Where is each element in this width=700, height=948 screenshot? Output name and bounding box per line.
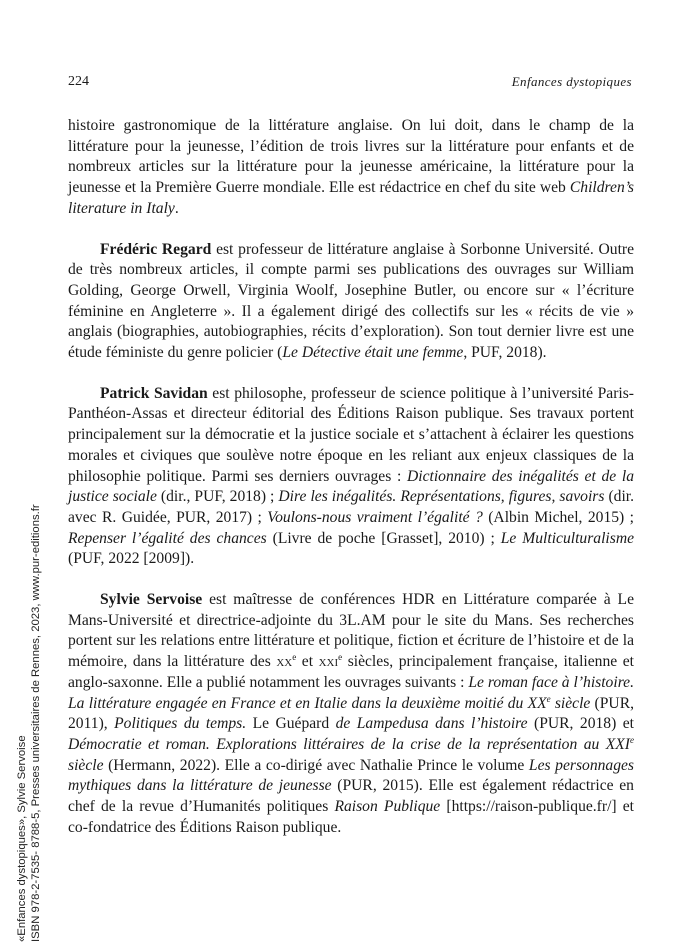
journal-title: Raison Publique [334, 798, 441, 816]
intro-paragraph [68, 116, 634, 220]
site-title: Children’s literature in Italy [68, 179, 634, 217]
book-title: Repenser l’égalité des chances [68, 529, 267, 547]
intro-text: histoire gastronomique de la littérature anglaise. On lui doit, dans le champ de la littérature pour la jeunesse, l’édition de trois livres sur la littérature pour enfants et de nombreux articles sur la littérature pour la jeunesse américaine, la littérature pour la jeunesse et la Première Guerre mondiale. Elle est rédactrice en chef du site web [68, 117, 634, 197]
intro-end: . [174, 199, 179, 217]
main-text [68, 116, 634, 839]
book-title: Le Détective était une femme [282, 344, 464, 362]
book-title: Le Multiculturalisme [500, 529, 634, 547]
author-name: Sylvie Servoise [100, 591, 203, 609]
margin-note-line-1: «Enfances dystopiques», Sylvie Servoise [16, 735, 28, 942]
book-title: Politiques du temps. [114, 715, 247, 733]
running-title: Enfances dystopiques [511, 74, 632, 89]
author-name: Patrick Savidan [100, 384, 208, 402]
book-title: Dire les inégalités. Représentations, figures, savoirs [278, 488, 605, 506]
book-title: Voulons-nous vraiment l’égalité ? [267, 508, 483, 526]
bio-patrick-savidan: Patrick Savidan est philosophe, professeur de science politique à l’université Paris-Panthéon-Assas et directeur éditorial des Éditions Raison publique. Ses travaux portent principalement sur la démocratie et la justice sociale et s’attachent à éclairer les questions morales et civiques que soulève notre époque en les reliant aux enjeux classiques de la philosophie politique. Parmi ses derniers ouvrages : Dictionnaire des inégalités et de la justice sociale (dir., PUF, 2018) ; Dire les inégalités. Représentations, figures, savoirs (dir. avec R. Guidée, PUR, 2017) ; Voulons-nous vraiment l’égalité ? (Albin Michel, 2015) ; Repenser l’égalité des chances (Livre de poche [Grasset], 2010) ; Le Multiculturalisme (PUF, 2022 [2009]). [68, 384, 635, 568]
bio-frederic-regard: Frédéric Regard est professeur de littérature anglaise à Sorbonne Université. Outre de très nombreux articles, il compte parmi ses publications des ouvrages sur William Golding, George Orwell, Virginia Woolf, Josephine Butler, ou encore sur « l’écriture féminine en Angleterre ». Il a également dirigé des collectifs sur les « récits de vie » anglais (biographies, autobiographies, récits d’exploration). Son tout dernier livre est une étude féministe du genre policier (Le Détective était une femme, PUF, 2018). [68, 240, 635, 362]
book-title: Le roman face à l’histoire. La littérature engagée en France et en Italie dans la deuxième moitié du XX [68, 673, 634, 712]
bio-sylvie-servoise: Sylvie Servoise est maîtresse de conférences HDR en Littérature comparée à Le Mans-Université et directrice-adjointe du 3L.AM pour le site du Mans. Ses recherches portent sur les relations entre littérature et politique, fiction et écriture de l’histoire et de la mémoire, dans la littérature des $xx^e$ et xxi$^e$ siècles, principalement française, italienne et anglo-saxonne. Elle a publié notamment les ouvrages suivants : Le roman face à l’histoire. La littérature engagée en France et en Italie dans la deuxième moitié du XXe siècle (PUR, 2011), Politiques du temps. Le Guépard de Lampedusa dans l’histoire (PUR, 2018) et Démocratie et roman. Explorations littéraires de la crise de la représentation au XXIe siècle (Hermann, 2022). Elle a co-dirigé avec Nathalie Prince le volume Les personnages mythiques dans la littérature de jeunesse (PUR, 2015). Elle est également rédactrice en chef de la revue d’Humanités politiques Raison Publique [https://raison-publique.fr/] et co-fondatrice des Éditions Raison publique. [68, 591, 635, 836]
margin-note-line-2: ISBN 978-2-7535- 8788-5, Presses universitaires de Rennes, 2023, www.pur-editions.fr [29, 504, 42, 942]
author-name: Frédéric Regard [100, 240, 212, 258]
book-title: de Lampedusa dans l’histoire [335, 715, 528, 733]
book-title: Démocratie et roman. Explorations littéraires de la crise de la représentation au XXI [68, 735, 630, 753]
page-number: 224 [68, 74, 89, 89]
book-title: Dictionnaire des inégalités et de la justice sociale [68, 467, 634, 506]
book-title: Les personnages mythiques dans la littérature de jeunesse [68, 756, 635, 795]
copyright-margin-note [16, 382, 52, 942]
